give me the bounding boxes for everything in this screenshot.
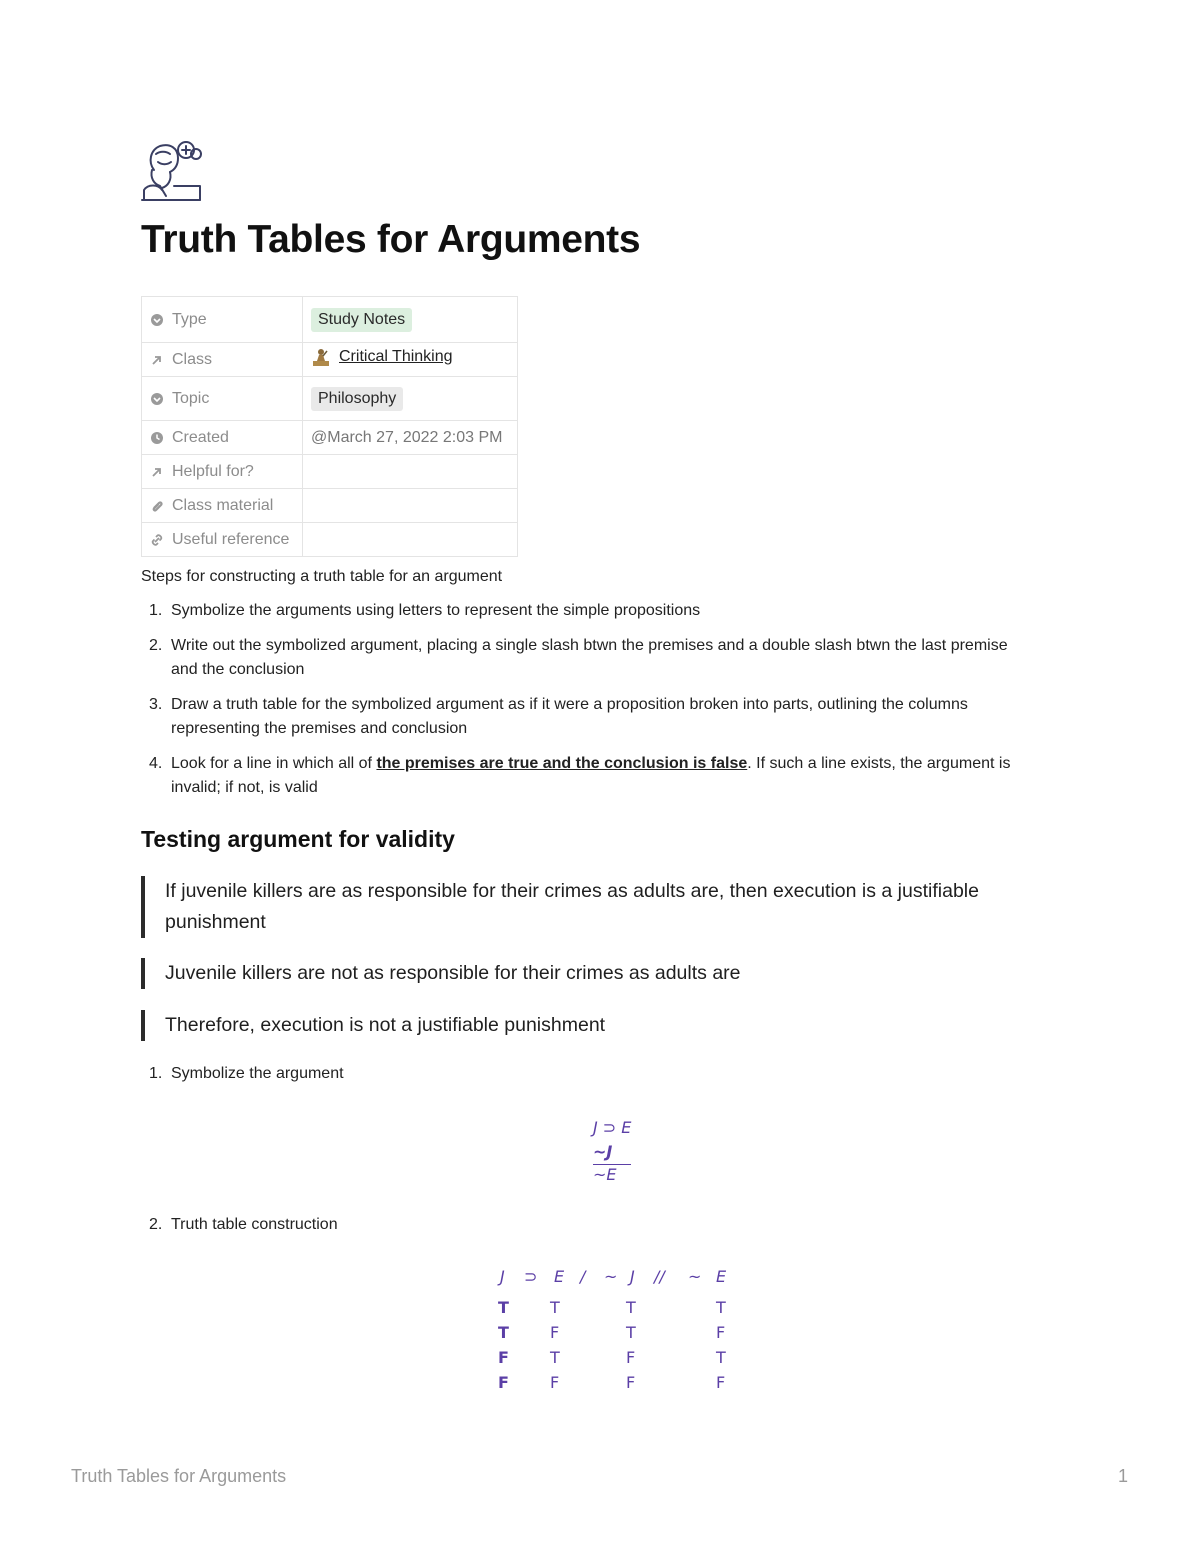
truth-table-value-cell: T — [626, 1298, 636, 1317]
list-item: 1. Symbolize the argument — [149, 1065, 344, 1082]
intro-text: Steps for constructing a truth table for an argument — [141, 568, 503, 585]
list-item: 4. Look for a line in which all of the premises are true and the conclusion is false. If such a line exists, the argument is invalid; if not, is valid — [149, 755, 1011, 796]
footer-page-number: 1 — [1118, 1466, 1129, 1486]
quote-conclusion: Therefore, execution is not a justifiable punishment — [141, 1010, 1065, 1041]
class-relation-link[interactable]: Critical Thinking — [339, 348, 453, 365]
truth-table-value-cell: F — [498, 1373, 509, 1392]
link-icon — [150, 533, 164, 547]
property-row-type[interactable] — [142, 297, 518, 343]
step-text: Symbolize the arguments using letters to represent the simple propositions — [171, 602, 701, 619]
truth-table-value-cell: T — [550, 1298, 560, 1317]
step-text-cont: and the conclusion — [171, 661, 305, 678]
emphasized-phrase: the premises are true and the conclusion is false — [376, 755, 748, 772]
property-key: Useful reference — [172, 530, 290, 548]
relation-arrow-icon — [150, 465, 164, 479]
property-row-topic[interactable] — [142, 377, 518, 421]
step-text-cont: representing the premises and conclusion — [171, 720, 468, 737]
property-key: Topic — [172, 389, 210, 407]
property-row-class[interactable] — [142, 343, 518, 377]
footer-title: Truth Tables for Arguments — [71, 1466, 287, 1486]
property-row-helpful-for[interactable] — [142, 455, 518, 489]
class-material-value[interactable] — [303, 489, 518, 523]
truth-table-header-cell: E — [716, 1267, 727, 1286]
relation-arrow-icon — [150, 353, 164, 367]
list-item: 1. Symbolize the arguments using letters to represent the simple propositions — [149, 602, 701, 619]
symbolized-argument — [593, 1116, 631, 1187]
steps-list — [141, 599, 1041, 811]
select-icon — [150, 392, 164, 406]
property-row-created — [142, 421, 518, 455]
truth-table-value-cell: T — [498, 1323, 509, 1342]
quote-premise-1: If juvenile killers are as responsible for their crimes as adults are, then execution is a justifiable punishment — [141, 876, 1065, 938]
truth-table-value-cell: F — [626, 1373, 636, 1392]
philosopher-bust-icon — [140, 140, 202, 202]
property-key: Type — [172, 310, 207, 328]
truth-table-value-cell: T — [626, 1323, 636, 1342]
type-tag[interactable]: Study Notes — [311, 308, 412, 332]
truth-table-value-cell: F — [716, 1373, 726, 1392]
list-item: 3. Draw a truth table for the symbolized argument as if it were a proposition broken into parts, outlining the columns representing the premises and conclusion — [149, 696, 968, 737]
page-title: Truth Tables for Arguments — [141, 218, 641, 261]
truth-table-header-cell: J — [630, 1267, 635, 1286]
step-text: Draw a truth table for the symbolized argument as if it were a proposition broken into parts, outlining the columns — [171, 696, 968, 713]
truth-table-header-cell: ~ — [604, 1267, 618, 1286]
truth-table-header-cell: J — [500, 1267, 505, 1286]
property-key: Helpful for? — [172, 462, 254, 480]
topic-tag[interactable]: Philosophy — [311, 387, 403, 411]
symbolized-premise-1: J ⊃ E — [593, 1118, 632, 1137]
truth-table-header-cell: // — [654, 1267, 665, 1286]
created-value: @March 27, 2022 2:03 PM — [303, 421, 518, 455]
truth-table-header-cell: ⊃ — [524, 1267, 538, 1286]
helpful-for-value[interactable] — [303, 455, 518, 489]
truth-table-value-cell: F — [550, 1373, 560, 1392]
property-key: Created — [172, 428, 229, 446]
paperclip-icon — [150, 499, 164, 513]
properties-table — [141, 296, 518, 557]
property-row-class-material[interactable] — [142, 489, 518, 523]
truth-table-header-cell: / — [580, 1267, 586, 1286]
page-icon-philosopher-bust — [140, 140, 202, 202]
statue-icon — [311, 347, 331, 367]
clock-icon — [150, 431, 164, 445]
property-row-useful-reference[interactable] — [142, 523, 518, 557]
list-item: 2. Truth table construction — [149, 1216, 338, 1233]
truth-table-header-cell: E — [554, 1267, 565, 1286]
truth-table-value-cell: F — [498, 1348, 509, 1367]
truth-table-value-cell: T — [716, 1298, 726, 1317]
truth-table-value-cell: T — [716, 1348, 726, 1367]
truth-table-value-cell: F — [716, 1323, 726, 1342]
truth-table-value-cell: T — [550, 1348, 560, 1367]
symbolized-premise-2: ~J — [593, 1142, 613, 1161]
property-key: Class material — [172, 496, 274, 514]
property-key: Class — [172, 350, 213, 368]
list-item: 2. Write out the symbolized argument, placing a single slash btwn the premises and a double slash btwn the last premise and the conclusion — [149, 637, 1008, 678]
useful-reference-value[interactable] — [303, 523, 518, 557]
step-text: Write out the symbolized argument, placing a single slash btwn the premises and a double slash btwn the last premise — [171, 637, 1008, 654]
truth-table-header-cell: ~ — [688, 1267, 702, 1286]
truth-table-value-cell: F — [550, 1323, 560, 1342]
section-heading: Testing argument for validity — [141, 826, 455, 852]
truth-table-value-cell: F — [626, 1348, 636, 1367]
truth-table-value-cell: T — [498, 1298, 509, 1317]
quote-premise-2: Juvenile killers are not as responsible for their crimes as adults are — [141, 958, 1065, 989]
step-text-cont: invalid; if not, is valid — [171, 779, 318, 796]
symbolized-conclusion: ~E — [593, 1165, 617, 1184]
select-icon — [150, 313, 164, 327]
